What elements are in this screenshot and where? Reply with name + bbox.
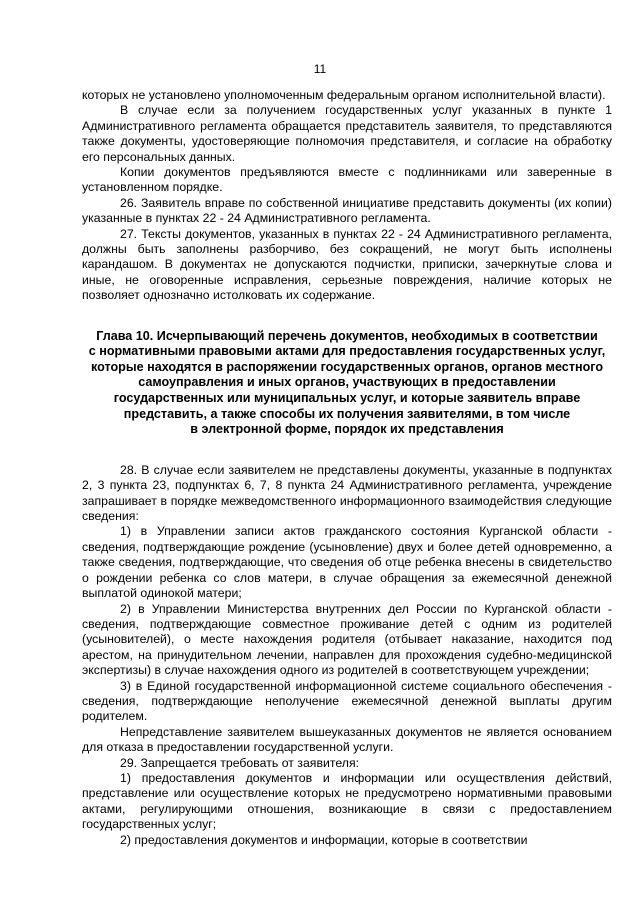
chapter-heading-line: которые находятся в распоряжении государственных органов, органов местного <box>90 359 604 374</box>
list-item: 1) предоставления документов и информации или осуществления действий, представление или осуществление которых не предусмотрено нормативными правовыми актами, регулирующими отношения, возникающие в связи с предоставлением государственных услуг; <box>82 770 612 832</box>
paragraph: которых не установлено уполномоченным федеральным органом исполнительной власти). <box>82 88 606 102</box>
paragraph-item-29: 29. Запрещается требовать от заявителя: <box>120 755 360 770</box>
paragraph: В случае если за получением государственных услуг указанных в пункте 1 Административного регламента обращается представитель заявителя, то представляются также документы, удостоверяющие полномочия представителя, и согласие на обработку его персональных данных. <box>82 103 612 164</box>
paragraph-item-27: 27. Тексты документов, указанных в пунктах 22 - 24 Административного регламента, должны быть заполнены разборчиво, без сокращений, не могут быть исполнены карандашом. В документах не допускаются подчистки, приписки, зачеркнутые слова и иные, не оговоренные исправления, серьезные повреждения, наличие которых не позволяет однозначно истолковать их содержание. <box>82 226 612 303</box>
paragraph: Копии документов предъявляются вместе с подлинниками или заверенные в установленном порядке. <box>82 165 612 195</box>
paragraph-item-28: 28. В случае если заявителем не представлены документы, указанные в подпунктах 2, 3 пункта 23, подпунктах 6, 7, 8 пункта 24 Административного регламента, учреждение запрашивает в порядке межведомственного информационного взаимодействия следующие сведения: <box>82 462 612 524</box>
list-item: 2) предоставления документов и информации, которые в соответствии <box>120 832 528 847</box>
paragraph-item-26: 26. Заявитель вправе по собственной инициативе представить документы (их копии) указанные в пунктах 22 - 24 Административного регламента. <box>82 195 612 226</box>
chapter-heading-line: Глава 10. Исчерпывающий перечень документов, необходимых в соответствии <box>96 328 598 343</box>
list-item: 2) в Управлении Министерства внутренних дел России по Курганской области - сведения, подтверждающие совместное проживание детей с одним из родителей (усыновителей), о месте нахождения родителя (отбывает наказание, находится под арестом, на принудительном лечении, направлен для прохождения судебно-медицинской экспертизы) в случае нахождения одного из родителей в соответствующем учреждении; <box>82 601 612 678</box>
chapter-heading-line: самоуправления и иных органов, участвующих в предоставлении <box>138 375 556 390</box>
chapter-heading-line: в электронной форме, порядок их представления <box>190 422 504 437</box>
chapter-heading-line: с нормативными правовыми актами для предоставления государственных услуг, <box>88 344 606 359</box>
chapter-heading-line: представить, а также способы их получения заявителями, в том числе <box>123 406 571 421</box>
page-number: 11 <box>313 62 327 76</box>
chapter-heading-line: государственных или муниципальных услуг, и которые заявитель вправе <box>113 391 581 406</box>
chapter-heading <box>82 329 612 438</box>
list-item: 3) в Единой государственной информационной системе социального обеспечения - сведения, подтверждающие неполучение ежемесячной денежной выплаты другим родителем. <box>82 678 612 724</box>
document-body <box>82 88 612 848</box>
paragraph: Непредставление заявителем вышеуказанных документов не является основанием для отказа в предоставлении государственной услуги. <box>82 724 612 755</box>
list-item: 1) в Управлении записи актов гражданского состояния Курганской области - сведения, подтверждающие рождение (усыновление) двух и более детей одновременно, а также сведения, подтверждающие, что сведения об отце ребенка внесены в свидетельство о рождении ребенка со слов матери, в случае обращения за ежемесячной денежной выплатой одинокой матери; <box>82 524 612 601</box>
